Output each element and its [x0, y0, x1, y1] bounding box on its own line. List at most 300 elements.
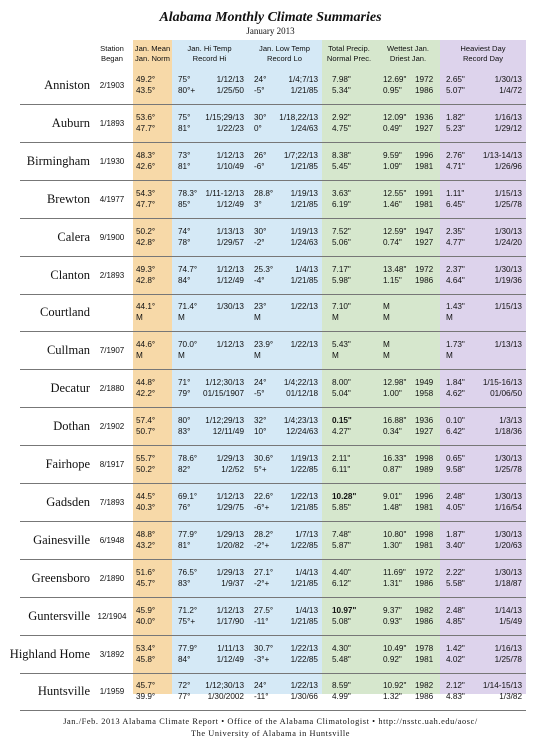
cell-rec-hi-date: 1/17/90: [216, 616, 244, 626]
station-began: 6/1948: [99, 535, 125, 545]
cell-hi-date: 1/12/13: [216, 264, 244, 274]
cell-wet: 13.48": [383, 264, 407, 274]
cell-nprec: 5.08": [332, 616, 351, 626]
cell-precip: 3.63": [332, 188, 351, 198]
cell-hi-date: 1/11/13: [217, 643, 244, 653]
cell-dry-yr: 1989: [415, 465, 434, 474]
cell-rec-lo-date: 1/21/85: [290, 578, 318, 588]
cell-wet-yr: 1982: [415, 605, 434, 615]
cell-rec-hi: 78°: [178, 237, 191, 247]
header-precip-line1: Total Precip.: [328, 44, 370, 53]
cell-precip: 7.17": [332, 264, 351, 274]
cell-lo: 23.9°: [254, 340, 274, 350]
cell-rec-lo-date: 1/24/63: [290, 123, 318, 133]
cell-heavy: 1.43": [446, 302, 465, 312]
cell-rec-lo: -5°: [254, 86, 265, 95]
header-wettest-line1: Wettest Jan.: [386, 44, 430, 53]
cell-wet-yr: 1991: [415, 188, 434, 198]
cell-heavy-date: 1/30/13: [494, 567, 522, 577]
cell-precip: 2.92": [332, 112, 351, 122]
cell-norm: 50.2°: [136, 465, 156, 474]
cell-rec-hi-date: 1/22/23: [216, 123, 244, 133]
cell-precip: 4.30": [332, 643, 351, 653]
cell-precip: 8.00": [332, 378, 351, 388]
cell-rec-hi: 81°: [178, 123, 191, 133]
cell-dry: 1.15": [383, 275, 402, 285]
cell-dry-yr: 1981: [415, 199, 434, 209]
cell-norm: 45.7°: [136, 578, 156, 588]
station-name: Cullman: [46, 343, 90, 358]
cell-wet-yr: 1936: [415, 112, 434, 122]
cell-hi: 77.9°: [178, 529, 198, 539]
cell-hi: 78.6°: [178, 454, 198, 463]
cell-rec-hi: 76°: [178, 502, 191, 512]
cell-rec-day: 4.62": [446, 389, 465, 399]
cell-hi: 69.1°: [178, 491, 198, 501]
cell-dry: 0.74": [383, 237, 402, 247]
cell-rec-lo-date: 1/21/85: [290, 161, 318, 171]
table-row: [0, 484, 541, 522]
cell-norm: 42.8°: [136, 275, 156, 285]
cell-rec-lo: 5°+: [254, 465, 267, 474]
cell-rec-day: 4.64": [446, 275, 465, 285]
cell-mean: 48.8°: [136, 529, 156, 539]
header-station-line2: Began: [101, 54, 123, 63]
cell-nprec: 4.75": [332, 123, 351, 133]
cell-nprec: 5.04": [332, 389, 351, 399]
cell-mean: 44.1°: [136, 302, 156, 312]
cell-dry: 0.92": [383, 654, 402, 664]
cell-rec-day-date: 1/18/87: [494, 578, 522, 588]
cell-nprec: 5.34": [332, 86, 351, 95]
cell-rec-lo: -2°+: [254, 540, 270, 550]
station-began: 9/1900: [99, 232, 125, 242]
cell-rec-lo: -2°: [254, 237, 265, 247]
cell-rec-hi-date: 1/2/52: [221, 465, 244, 474]
header-wettest-line2: Driest Jan.: [389, 54, 427, 63]
cell-rec-day: 5.58": [446, 578, 465, 588]
cell-dry-yr: 1958: [415, 389, 434, 399]
cell-hi: 75°: [178, 112, 191, 122]
cell-heavy: 1.11": [446, 188, 465, 198]
cell-heavy-date: 1/14/13: [494, 605, 522, 615]
cell-mean: 44.5°: [136, 491, 156, 501]
cell-heavy: 0.65": [446, 454, 465, 463]
cell-rec-lo-date: 1/21/85: [290, 616, 318, 626]
table-row: [0, 332, 541, 370]
cell-lo-date: 1/22/13: [290, 340, 318, 350]
cell-norm: 42.6°: [136, 161, 156, 171]
table-row: [0, 673, 541, 711]
cell-lo-date: 1/22/13: [290, 302, 318, 312]
cell-rec-hi: 81°: [178, 540, 191, 550]
cell-hi-date: 1/29/13: [216, 529, 244, 539]
station-name: Clanton: [50, 267, 90, 282]
cell-rec-hi: 81°: [178, 161, 191, 171]
cell-precip: 4.40": [332, 567, 351, 577]
cell-rec-hi: 83°: [178, 578, 191, 588]
cell-lo: 28.8°: [254, 188, 274, 198]
cell-wet: 10.49": [383, 643, 407, 653]
cell-rec-hi-date: 1/9/37: [221, 578, 244, 588]
cell-mean: 44.6°: [136, 340, 156, 350]
cell-mean: 53.4°: [136, 643, 156, 653]
station-name: Birmingham: [26, 153, 90, 168]
cell-hi-date: 1/12/13: [216, 491, 244, 501]
cell-rec-lo-date: 1/24/63: [290, 237, 318, 247]
station-began: 2/1880: [99, 384, 125, 394]
header-heaviest-line1: Heaviest Day: [460, 44, 506, 53]
cell-heavy: 2.22": [446, 567, 465, 577]
cell-hi: 71.2°: [178, 605, 198, 615]
cell-precip: 5.43": [332, 340, 351, 350]
cell-heavy-date: 1/15/13: [494, 188, 522, 198]
cell-hi-date: 1/29/13: [216, 454, 244, 463]
cell-rec-day: 4.02": [446, 654, 465, 664]
cell-norm: 43.2°: [136, 540, 156, 550]
table-row: [0, 408, 541, 446]
cell-lo-date: 1/7/13: [295, 529, 318, 539]
header-heaviest: [440, 44, 526, 64]
cell-heavy-date: 1/13/13: [494, 340, 522, 350]
cell-heavy: 1.82": [446, 112, 465, 122]
cell-wet: 12.69": [383, 75, 407, 84]
cell-rec-lo-date: 1/22/85: [290, 540, 318, 550]
cell-heavy: 1.73": [446, 340, 465, 350]
cell-rec-day: 4.77": [446, 237, 465, 247]
cell-norm: 47.7°: [136, 123, 156, 133]
table-row: [0, 181, 541, 219]
cell-wet: 9.37": [383, 605, 402, 615]
cell-hi-date: 1/12/13: [216, 150, 244, 160]
cell-rec-day-date: 1/16/54: [494, 502, 522, 512]
cell-wet: 12.59": [383, 226, 407, 236]
cell-norm: M: [136, 313, 143, 323]
cell-mean: 54.3°: [136, 188, 156, 198]
cell-rec-lo-date: 12/24/63: [286, 427, 318, 437]
cell-heavy: 1.87": [446, 529, 465, 539]
cell-rec-lo-date: 1/21/85: [290, 502, 318, 512]
cell-dry-yr: 1986: [415, 692, 434, 702]
cell-wet: 9.01": [383, 491, 402, 501]
cell-heavy-date: 1/16/13: [494, 643, 522, 653]
cell-dry: 1.00": [383, 389, 402, 399]
cell-heavy: 2.76": [446, 150, 465, 160]
cell-lo-date: 1/22/13: [290, 681, 318, 691]
cell-lo: 24°: [254, 378, 267, 388]
cell-rec-lo: M: [254, 351, 261, 361]
cell-nprec: 4.27": [332, 427, 351, 437]
cell-wet-yr: 1949: [415, 378, 434, 388]
cell-rec-day: 3.40": [446, 540, 465, 550]
cell-hi: 76.5°: [178, 567, 198, 577]
cell-heavy: 0.10": [446, 416, 465, 426]
cell-lo: 23°: [254, 302, 267, 312]
station-began: 2/1890: [99, 573, 125, 583]
cell-heavy: 2.35": [446, 226, 465, 236]
footer-report-line: Jan./Feb. 2013 Alabama Climate Report • Office of the Alabama Climatologist • http://nsstc.uah.edu/aosc/: [63, 717, 478, 726]
station-name: Decatur: [50, 381, 90, 396]
header-station-line1: Station: [100, 44, 124, 53]
cell-precip: 8.38": [332, 150, 351, 160]
cell-rec-day-date: 1/25/78: [494, 654, 522, 664]
cell-lo-date: 1/4/13: [295, 567, 318, 577]
cell-rec-hi-date: 1/12/49: [216, 275, 244, 285]
cell-rec-day-date: 1/24/20: [494, 237, 522, 247]
cell-nprec: 5.98": [332, 275, 351, 285]
cell-dry-yr: 1927: [415, 123, 434, 133]
cell-mean: 44.8°: [136, 378, 156, 388]
table-row: [0, 636, 541, 674]
cell-lo-date: 1/7;22/13: [283, 150, 318, 160]
cell-heavy: 2.65": [446, 75, 465, 84]
cell-wet: 16.88": [383, 416, 407, 426]
cell-mean: 50.2°: [136, 226, 156, 236]
cell-precip: 7.48": [332, 529, 351, 539]
cell-lo: 30°: [254, 112, 267, 122]
cell-hi-date: 1/15;29/13: [205, 112, 244, 122]
cell-rec-day-date: 1/3/82: [499, 692, 522, 702]
cell-dry-yr: 1981: [415, 654, 434, 664]
cell-lo: 30.7°: [254, 643, 274, 653]
table-row: [0, 446, 541, 484]
cell-norm: 42.8°: [136, 237, 156, 247]
cell-wet: 12.09": [383, 112, 407, 122]
cell-rec-lo-date: 1/21/85: [290, 199, 318, 209]
cell-wet: 10.80": [383, 529, 407, 539]
station-name: Gainesville: [33, 532, 90, 547]
cell-norm: 42.2°: [136, 389, 156, 399]
station-name: Dothan: [53, 419, 90, 434]
cell-dry-yr: 1986: [415, 86, 434, 95]
cell-heavy: 2.48": [446, 491, 465, 501]
cell-rec-hi: 85°: [178, 199, 191, 209]
cell-heavy-date: 1/30/13: [494, 264, 522, 274]
cell-heavy-date: 1/30/13: [494, 454, 522, 463]
station-name: Huntsville: [37, 684, 90, 699]
cell-dry-yr: 1981: [415, 502, 434, 512]
header-lo-temp: [247, 44, 322, 64]
cell-lo: 30°: [254, 226, 267, 236]
cell-heavy: 2.12": [446, 681, 465, 691]
cell-rec-lo: 10°: [254, 427, 267, 437]
cell-lo-date: 1/4/13: [295, 605, 318, 615]
cell-rec-day: 6.42": [446, 427, 465, 437]
cell-norm: 40.0°: [136, 616, 156, 626]
header-wettest: [376, 44, 440, 64]
station-name: Highland Home: [9, 646, 90, 661]
cell-hi-date: 1/29/13: [216, 567, 244, 577]
header-precip-line2: Normal Prec.: [326, 54, 372, 63]
header-mean: [133, 44, 172, 64]
station-began: 12/1904: [97, 611, 127, 621]
cell-heavy: 2.37": [446, 264, 465, 274]
table-row: [0, 598, 541, 636]
cell-lo: 24°: [254, 75, 267, 84]
cell-nprec: 5.85": [332, 502, 351, 512]
cell-rec-day-date: 1/19/36: [494, 275, 522, 285]
cell-lo-date: 1/4/13: [295, 264, 318, 274]
cell-rec-day: 4.05": [446, 502, 465, 512]
cell-rec-lo-date: 01/12/18: [286, 389, 318, 399]
cell-mean: 45.7°: [136, 681, 156, 691]
cell-hi: 72°: [178, 681, 191, 691]
cell-rec-lo: -6°+: [254, 502, 270, 512]
cell-heavy-date: 1/15/13: [494, 302, 522, 312]
table-row: [0, 257, 541, 295]
station-name: Gadsden: [46, 494, 90, 509]
cell-lo-date: 1/19/13: [290, 454, 318, 463]
station-name: Guntersville: [28, 608, 90, 623]
cell-precip: 8.59": [332, 681, 351, 691]
cell-precip: 10.97": [332, 605, 357, 615]
cell-dry: 1.46": [383, 199, 402, 209]
cell-rec-lo: 3°: [254, 199, 262, 209]
cell-wet-yr: 1936: [415, 416, 434, 426]
cell-rec-hi: 83°: [178, 427, 191, 437]
cell-lo: 30.6°: [254, 454, 274, 463]
cell-dry: 1.32": [383, 692, 402, 702]
cell-lo-date: 1/4;23/13: [283, 416, 318, 426]
cell-rec-day-date: 1/25/78: [494, 465, 522, 474]
station-name: Calera: [57, 229, 90, 244]
header-lo-line1: Jan. Low Temp: [259, 44, 310, 53]
cell-nprec: 6.11": [332, 465, 351, 474]
table-row: [0, 219, 541, 257]
station-began: 3/1892: [99, 649, 125, 659]
cell-precip: 7.98": [332, 75, 351, 84]
cell-rec-hi: 79°: [178, 389, 191, 399]
cell-mean: 48.3°: [136, 150, 156, 160]
cell-rec-day: 4.71": [446, 161, 465, 171]
cell-rec-lo: 0°: [254, 123, 262, 133]
cell-nprec: M: [332, 351, 339, 361]
cell-rec-hi-date: 01/15/1907: [203, 389, 244, 399]
cell-rec-day-date: 1/25/78: [494, 199, 522, 209]
cell-rec-hi: 80°+: [178, 86, 196, 95]
cell-dry-yr: 1927: [415, 427, 434, 437]
cell-hi: 71°: [178, 378, 191, 388]
header-lo-line2: Record Lo: [266, 54, 303, 63]
cell-rec-lo-date: 1/21/85: [290, 275, 318, 285]
table-row: [0, 143, 541, 181]
cell-dry: 1.09": [383, 161, 402, 171]
cell-wet-yr: 1947: [415, 226, 434, 236]
station-name: Anniston: [44, 78, 90, 92]
cell-wet: M: [383, 340, 390, 350]
cell-rec-day-date: 1/4/72: [499, 86, 522, 95]
header-station: [90, 44, 134, 64]
cell-rec-day-date: 1/5/49: [499, 616, 522, 626]
cell-heavy-date: 1/30/13: [494, 529, 522, 539]
cell-lo: 28.2°: [254, 529, 274, 539]
cell-rec-day: 4.83": [446, 692, 465, 702]
cell-wet: 11.69": [383, 567, 406, 577]
cell-heavy: 1.42": [446, 643, 465, 653]
cell-dry: 1.31": [383, 578, 402, 588]
cell-nprec: 5.06": [332, 237, 351, 247]
cell-lo: 32°: [254, 416, 267, 426]
cell-dry-yr: 1981: [415, 540, 434, 550]
cell-rec-day: 5.23": [446, 123, 465, 133]
station-began: 2/1903: [99, 81, 125, 90]
cell-wet-yr: 1972: [415, 264, 434, 274]
header-heaviest-line2: Record Day: [462, 54, 504, 63]
cell-wet-yr: 1982: [415, 681, 434, 691]
cell-hi-date: 1/12;30/13: [205, 681, 244, 691]
cell-nprec: 5.45": [332, 161, 351, 171]
cell-rec-hi-date: 1/30/2002: [207, 692, 244, 702]
cell-heavy-date: 1/13-14/13: [482, 150, 522, 160]
cell-heavy-date: 1/30/13: [494, 491, 522, 501]
cell-lo-date: 1/19/13: [290, 188, 318, 198]
station-name: Courtland: [40, 305, 90, 320]
cell-dry: 1.48": [383, 502, 402, 512]
cell-lo: 27.1°: [254, 567, 274, 577]
cell-hi-date: 1/12;30/13: [205, 378, 244, 388]
cell-hi-date: 1/12;29/13: [205, 416, 244, 426]
cell-hi-date: 1/11-12/13: [205, 188, 244, 198]
header-hi-temp: [172, 44, 247, 64]
cell-rec-day: M: [446, 351, 453, 361]
cell-rec-hi-date: 12/11/49: [212, 427, 244, 437]
cell-rec-hi: 77°: [178, 692, 191, 702]
cell-rec-day: 6.45": [446, 199, 465, 209]
station-began: 1/1930: [99, 156, 125, 166]
page-subtitle: January 2013: [246, 26, 295, 36]
cell-hi-date: 1/12/13: [216, 75, 244, 84]
cell-heavy-date: 1/30/13: [494, 75, 522, 84]
cell-wet: 9.59": [383, 150, 402, 160]
cell-rec-lo-date: 1/21/85: [290, 86, 318, 95]
cell-rec-lo: -4°: [254, 275, 265, 285]
cell-rec-day: 5.07": [446, 86, 465, 95]
cell-rec-day: 9.58": [446, 465, 465, 474]
cell-rec-lo-date: 1/22/85: [290, 654, 318, 664]
cell-mean: 45.9°: [136, 605, 156, 615]
cell-norm: 39.9°: [136, 692, 156, 702]
cell-wet: 10.92": [383, 681, 407, 691]
station-began: 2/1893: [99, 270, 125, 280]
station-name: Brewton: [46, 191, 90, 206]
cell-rec-lo: M: [254, 313, 261, 323]
cell-lo: 27.5°: [254, 605, 274, 615]
header-precip: [322, 44, 376, 64]
cell-precip: 2.11": [332, 454, 351, 463]
cell-hi-date: 1/12/13: [216, 605, 244, 615]
cell-rec-hi: M: [178, 313, 185, 323]
cell-rec-hi-date: 1/20/82: [216, 540, 244, 550]
cell-wet: 16.33": [383, 454, 407, 463]
cell-heavy-date: 1/16/13: [494, 112, 522, 122]
cell-dry: 0.34": [383, 427, 402, 437]
cell-mean: 49.3°: [136, 264, 156, 274]
cell-dry: 0.95": [383, 86, 402, 95]
cell-wet: 12.55": [383, 188, 407, 198]
station-name: Auburn: [51, 115, 90, 130]
cell-dry-yr: 1986: [415, 275, 434, 285]
cell-lo: 25.3°: [254, 264, 274, 274]
cell-norm: M: [136, 351, 143, 361]
cell-rec-hi: M: [178, 351, 185, 361]
cell-norm: 43.5°: [136, 86, 156, 95]
cell-hi: 73°: [178, 150, 191, 160]
cell-rec-lo-date: 1/22/85: [290, 465, 318, 474]
cell-dry-yr: 1927: [415, 237, 434, 247]
cell-heavy-date: 1/3/13: [499, 416, 522, 426]
header-mean-line2: Jan. Norm: [134, 54, 171, 63]
cell-dry: M: [383, 313, 390, 323]
